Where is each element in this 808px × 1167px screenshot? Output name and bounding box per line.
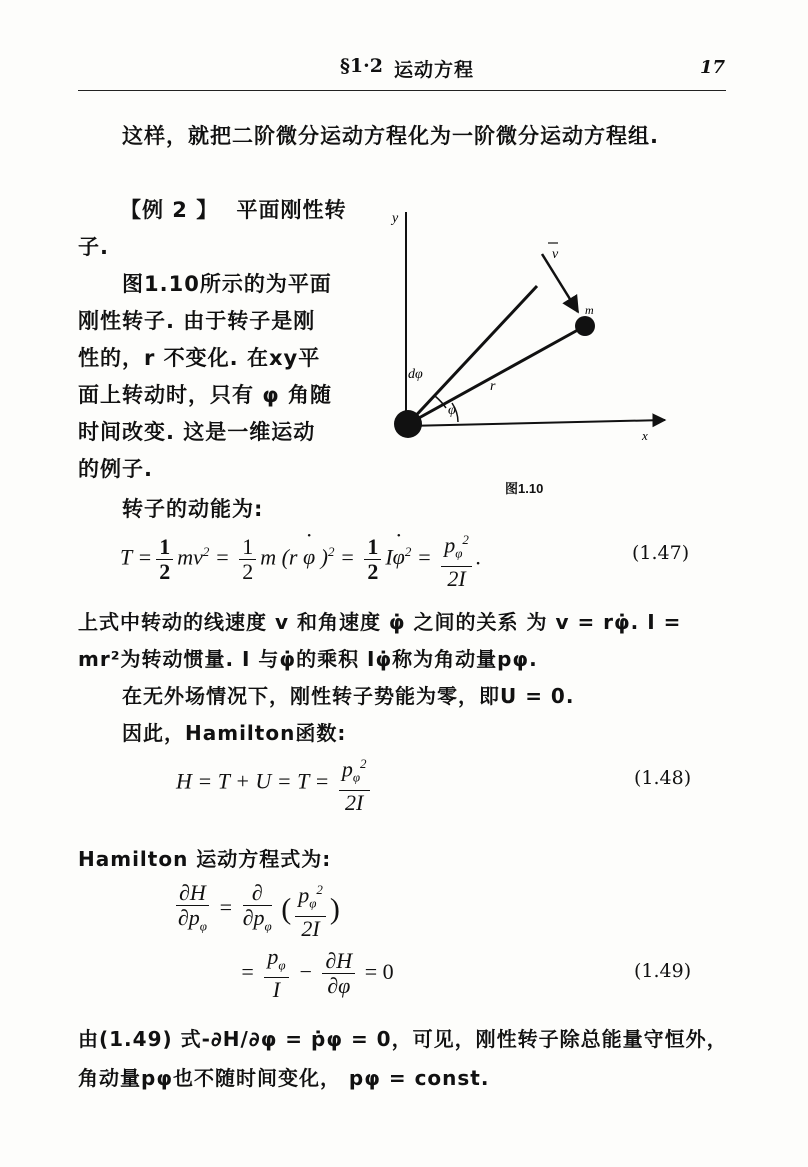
phi-label: φ xyxy=(448,403,456,418)
relation-line-1: 上式中转动的线速度 v 和角速度 φ̇ 之间的关系 为 v = rφ̇. I = xyxy=(78,610,682,634)
example-heading xyxy=(120,194,347,224)
desc-line-5: 时间改变. 这是一维运动 xyxy=(78,420,316,444)
header-section: §1·2 xyxy=(340,55,383,77)
radius-label: r xyxy=(490,379,496,394)
x-axis-label: x xyxy=(642,428,648,443)
y-axis-label: y xyxy=(392,211,399,226)
potential-line: 在无外场情况下，刚性转子势能为零，即U = 0. xyxy=(122,684,575,708)
velocity-label: v xyxy=(552,247,559,262)
hamiltonian-intro: 因此，Hamilton函数: xyxy=(122,721,347,745)
equation-1-47: T = $\frac{1}{2}$ $mv^2$ = $\frac{1}{2}$ m (r • φ )$^2$ = $\frac{1}{2}$ I• $\varphi^2$ = $\frac{p_\varphi^2}{2I}$ . xyxy=(120,528,481,591)
equation-number-1-48: (1.48) xyxy=(634,767,692,789)
eq148-lhs: H = T + U = T = xyxy=(176,768,330,794)
mass-label: m xyxy=(585,303,594,317)
example-tag: 【例 2 】 xyxy=(120,198,219,222)
equation-1-48: H = T + U = T = $\frac{p_\varphi^2}{2I}$ xyxy=(176,752,374,815)
paragraph-intro: 这样，就把二阶微分运动方程化为一阶微分运动方程组. xyxy=(122,124,659,148)
pivot xyxy=(394,410,422,438)
rotor-figure xyxy=(380,200,700,500)
velocity-vector xyxy=(542,254,578,312)
desc-line-4: 面上转动时，只有 φ 角随 xyxy=(78,383,333,407)
relation-line-2: mr²为转动惯量. I 与φ̇的乘积 Iφ̇称为角动量pφ. xyxy=(78,647,538,671)
desc-line-1: 图1.10所示的为平面 xyxy=(122,272,332,296)
equation-1-49-line-2: = $\frac{p_\varphi}{I}$ − $\frac{\partial H}{\partial\varphi}$ = 0 xyxy=(240,944,394,1003)
conclusion-line-1: 由(1.49) 式-∂H/∂φ = ṗφ = 0，可见，刚性转子除总能量守恒外， xyxy=(78,1027,728,1051)
running-header xyxy=(0,55,808,85)
example-title-a: 平面刚性转 xyxy=(236,198,347,222)
conclusion-line-2: 角动量pφ也不随时间变化， pφ = const. xyxy=(78,1066,490,1090)
hamilton-equations-intro: Hamilton 运动方程式为: xyxy=(78,847,332,871)
header-rule xyxy=(78,90,726,91)
x-axis xyxy=(406,420,665,426)
example-title-b: 子. xyxy=(78,235,109,259)
kinetic-energy-intro: 转子的动能为: xyxy=(122,497,264,521)
equation-number-1-49: (1.49) xyxy=(634,960,692,982)
displaced-rod xyxy=(408,286,537,424)
mass-point xyxy=(575,316,595,336)
rotor-rod xyxy=(408,326,585,424)
dphi-label: dφ xyxy=(408,367,423,382)
header-title: 运动方程 xyxy=(394,59,475,81)
equation-number-1-47: (1.47) xyxy=(632,542,690,564)
desc-line-3: 性的，r 不变化. 在xy平 xyxy=(78,346,321,370)
equation-1-49-line-1: $\frac{\partial H}{\partial p_\varphi}$ = $\frac{\partial}{\partial p_\varphi}$ ( $\frac{p_\varphi^2}{2I}$ ) xyxy=(177,879,340,941)
desc-line-6: 的例子. xyxy=(78,457,153,481)
figure-caption: 图1.10 xyxy=(505,481,544,496)
desc-line-2: 刚性转子. 由于转子是刚 xyxy=(78,309,316,333)
page-number: 17 xyxy=(700,57,726,78)
